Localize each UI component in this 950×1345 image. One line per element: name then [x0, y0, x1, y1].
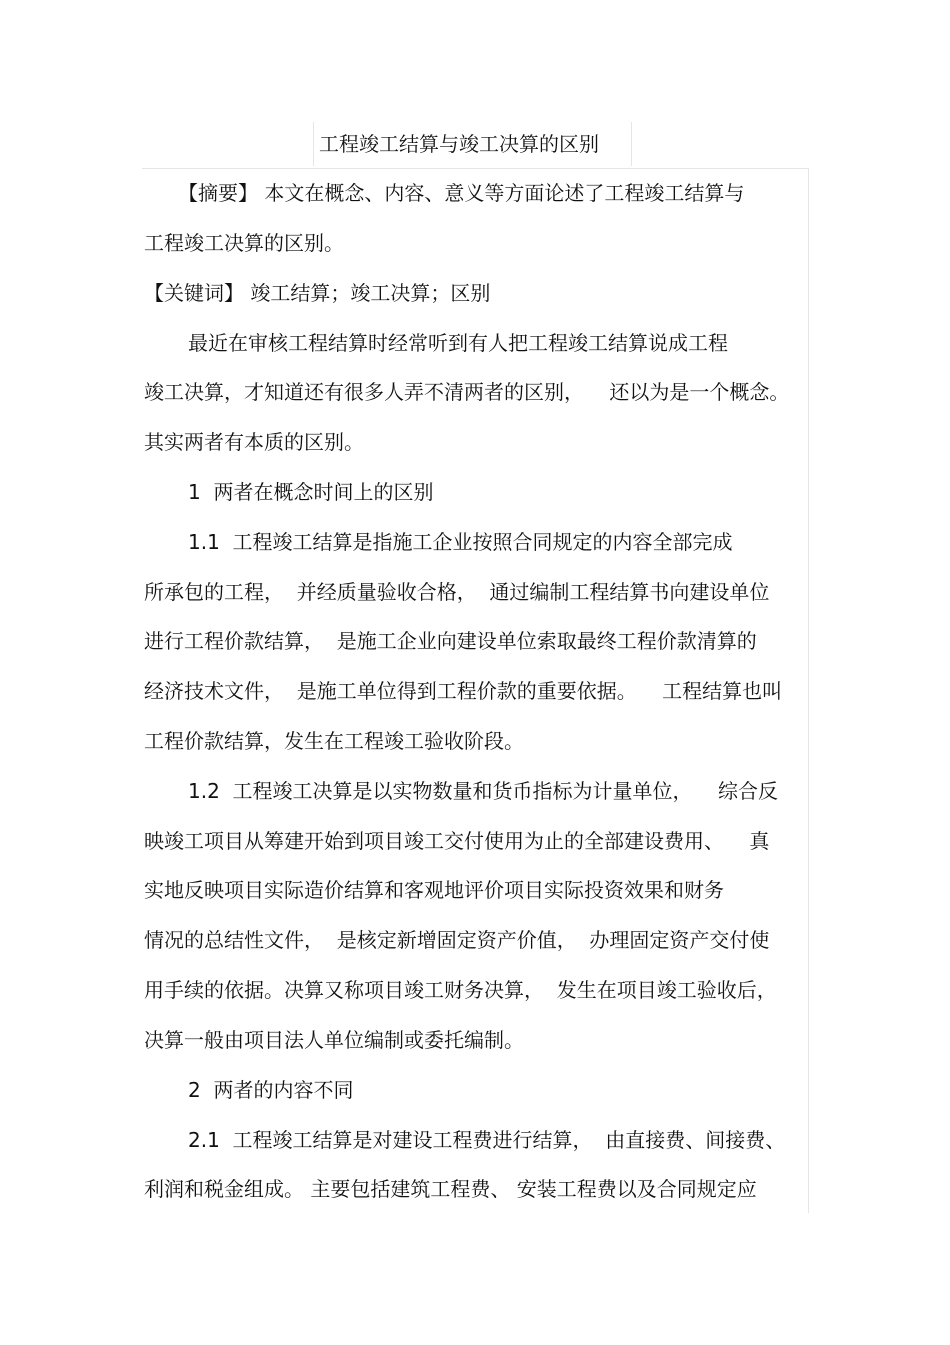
document-title: 工程竣工结算与竣工决算的区别 [319, 132, 599, 156]
paragraph-line: 经济技术文件， 是施工单位得到工程价款的重要依据。 工程结算也叫 [144, 679, 783, 703]
paragraph-line: 1.1 工程竣工结算是指施工企业按照合同规定的内容全部完成 [188, 530, 733, 554]
paragraph-line: 工程价款结算，发生在工程竣工验收阶段。 [144, 729, 524, 753]
paragraph-line: 决算一般由项目法人单位编制或委托编制。 [144, 1028, 524, 1052]
section-heading-1: 1 两者在概念时间上的区别 [188, 480, 434, 504]
paragraph-line: 竣工决算，才知道还有很多人弄不清两者的区别， 还以为是一个概念。 [144, 380, 790, 404]
paragraph-line: 其实两者有本质的区别。 [144, 430, 364, 454]
body-frame-right [808, 168, 809, 1213]
abstract-line-2: 工程竣工决算的区别。 [144, 231, 344, 255]
paragraph-line: 利润和税金组成。 主要包括建筑工程费、 安装工程费以及合同规定应 [144, 1177, 757, 1201]
paragraph-line: 最近在审核工程结算时经常听到有人把工程竣工结算说成工程 [188, 331, 728, 355]
paragraph-line: 所承包的工程， 并经质量验收合格， 通过编制工程结算书向建设单位 [144, 580, 770, 604]
keywords-line: 【关键词】 竣工结算；竣工决算；区别 [144, 281, 491, 305]
title-frame-right [631, 122, 632, 166]
paragraph-line: 实地反映项目实际造价结算和客观地评价项目实际投资效果和财务 [144, 878, 724, 902]
abstract-line-1: 【摘要】 本文在概念、内容、意义等方面论述了工程竣工结算与 [178, 181, 745, 205]
body-frame-top [142, 168, 809, 169]
paragraph-line: 2.1 工程竣工结算是对建设工程费进行结算， 由直接费、间接费、 [188, 1128, 786, 1152]
paragraph-line: 映竣工项目从筹建开始到项目竣工交付使用为止的全部建设费用、 真 [144, 829, 770, 853]
paragraph-line: 1.2 工程竣工决算是以实物数量和货币指标为计量单位， 综合反 [188, 779, 778, 803]
paragraph-line: 进行工程价款结算， 是施工企业向建设单位索取最终工程价款清算的 [144, 629, 757, 653]
paragraph-line: 用手续的依据。决算又称项目竣工财务决算， 发生在项目竣工验收后， [144, 978, 777, 1002]
paragraph-line: 情况的总结性文件， 是核定新增固定资产价值， 办理固定资产交付使 [144, 928, 770, 952]
section-heading-2: 2 两者的内容不同 [188, 1078, 354, 1102]
title-frame-left [313, 122, 314, 166]
